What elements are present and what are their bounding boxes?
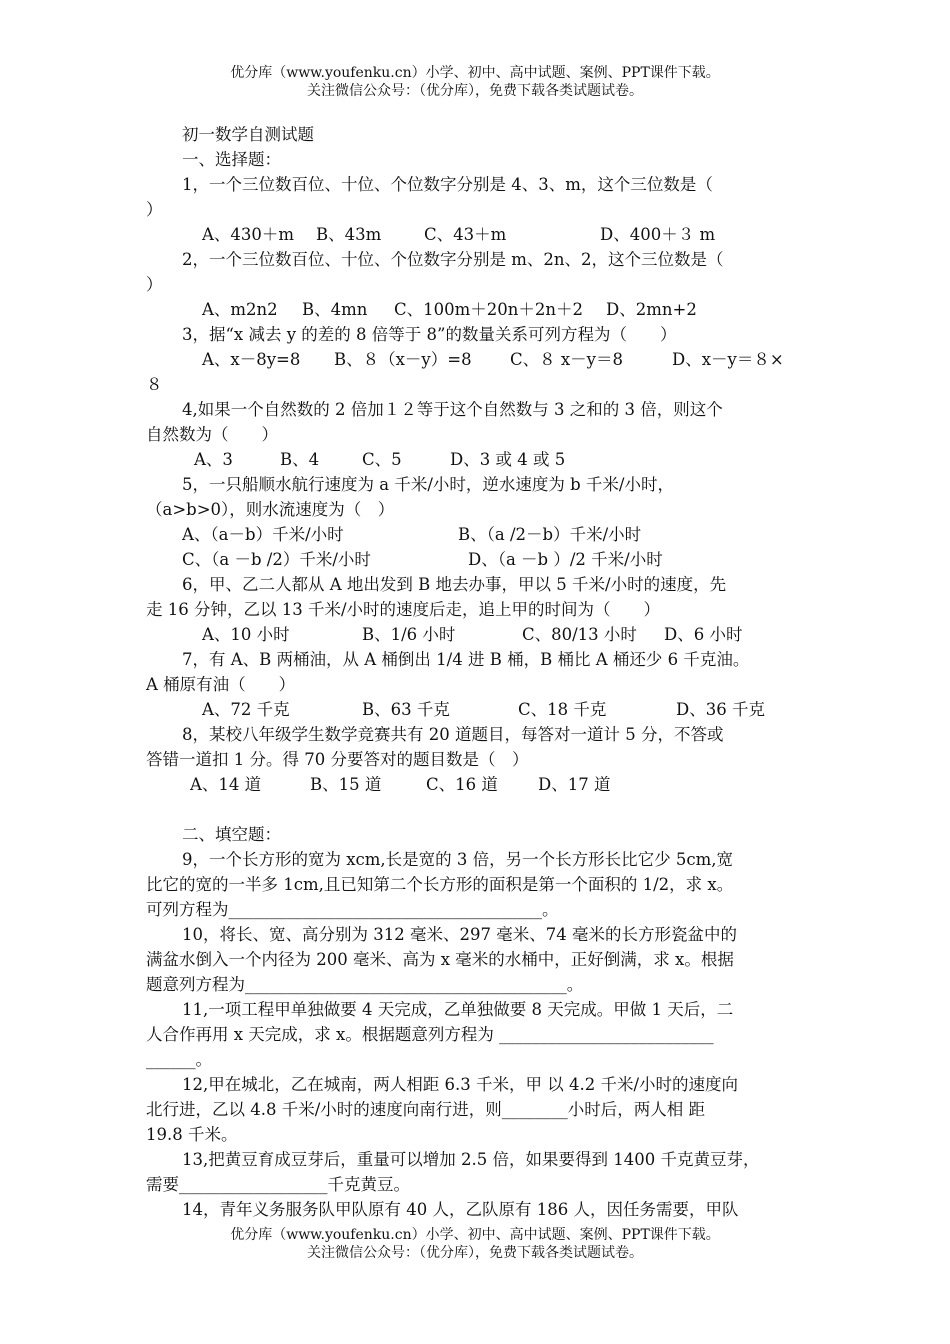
question-5-options-row-2 xyxy=(146,547,810,572)
option-a: A、x－8y=8 xyxy=(202,350,301,369)
question-11-line-2: 人合作再用 x 天完成，求 x。根据题意列方程为 __________________________ xyxy=(146,1025,714,1044)
question-10-line-2: 满盆水倒入一个内径为 200 毫米、高为 x 毫米的水桶中，正好倒满，求 x。根据 xyxy=(146,950,734,969)
section-choice-heading: 一、选择题： xyxy=(182,150,281,169)
option-b: B、1/6 小时 xyxy=(362,625,456,644)
question-5-stem: 5，一只船顺水航行速度为 a 千米/小时，逆水速度为 b 千米/小时， xyxy=(182,475,674,494)
option-c: C、100m＋20n＋2n＋2 xyxy=(394,300,584,319)
option-d: D、17 道 xyxy=(538,775,611,794)
page-header xyxy=(0,64,950,100)
question-10-line-1: 10，将长、宽、高分别为 312 毫米、297 毫米、74 毫米的长方形瓷盆中的 xyxy=(182,925,737,944)
question-8-stem: 8，某校八年级学生数学竞赛共有 20 道题目，每答对一道计 5 分，不答或 xyxy=(182,725,724,744)
option-d: D、（a －b ）/2 千米/小时 xyxy=(468,550,663,569)
option-b: B、15 道 xyxy=(310,775,382,794)
option-b: B、（a /2－b）千米/小时 xyxy=(458,525,642,544)
question-4-options xyxy=(146,447,810,472)
question-4-stem-end: 自然数为（ ） xyxy=(146,425,278,444)
footer-line-1: 优分库（www.youfenku.cn）小学、初中、高中试题、案例、PPT课件下载。 xyxy=(230,1227,720,1243)
question-11-line-1: 11,一项工程甲单独做要 4 天完成，乙单独做要 8 天完成。甲做 1 天后，二 xyxy=(182,1000,734,1019)
header-line-2: 关注微信公众号：（优分库），免费下载各类试题试卷。 xyxy=(307,83,643,99)
question-7-options xyxy=(146,697,810,722)
option-d: D、6 小时 xyxy=(664,625,743,644)
option-c: C、5 xyxy=(362,450,402,469)
question-1-options xyxy=(146,222,810,247)
blank-line xyxy=(146,797,810,822)
question-9-line-1: 9，一个长方形的宽为 xcm,长是宽的 3 倍，另一个长方形长比它少 5cm,宽 xyxy=(182,850,734,869)
option-b: B、８（x－y）=8 xyxy=(334,350,472,369)
option-a: A、14 道 xyxy=(190,775,262,794)
question-11-line-3: ______。 xyxy=(146,1050,212,1069)
question-13-line-2: 需要__________________千克黄豆。 xyxy=(146,1175,410,1194)
question-14-line-1: 14，青年义务服务队甲队原有 40 人，乙队原有 186 人，因任务需要，甲队 xyxy=(182,1200,739,1219)
question-9-line-2: 比它的宽的一半多 1cm,且已知第二个长方形的面积是第一个面积的 1/2，求 x。 xyxy=(146,875,734,894)
option-c: C、80/13 小时 xyxy=(522,625,637,644)
doc-title: 初一数学自测试题 xyxy=(182,125,314,144)
question-10-line-3: 题意列方程为_______________________________________。 xyxy=(146,975,584,994)
option-c: C、18 千克 xyxy=(518,700,607,719)
option-c: C、（a －b /2）千米/小时 xyxy=(182,550,371,569)
question-6-stem-end: 走 16 分钟，乙以 13 千米/小时的速度后走，追上甲的时间为（ ） xyxy=(146,600,661,619)
footer-line-2: 关注微信公众号：（优分库），免费下载各类试题试卷。 xyxy=(307,1245,643,1261)
option-b: B、63 千克 xyxy=(362,700,450,719)
question-8-stem-end: 答错一道扣 1 分。得 70 分要答对的题目数是（ ） xyxy=(146,750,529,769)
question-2-options xyxy=(146,297,810,322)
option-a: A、10 小时 xyxy=(202,625,290,644)
option-a: A、3 xyxy=(194,450,233,469)
option-d: D、x－y＝８× xyxy=(672,350,784,369)
question-6-stem: 6，甲、乙二人都从 A 地出发到 B 地去办事，甲以 5 千米/小时的速度，先 xyxy=(182,575,727,594)
option-a: A、72 千克 xyxy=(202,700,290,719)
question-5-options-row-1 xyxy=(146,522,810,547)
question-1-stem-end: ） xyxy=(146,200,163,219)
question-8-options xyxy=(146,772,810,797)
question-2-stem-end: ） xyxy=(146,275,163,294)
question-7-stem-end: A 桶原有油（ ） xyxy=(146,675,296,694)
option-d: D、36 千克 xyxy=(676,700,765,719)
option-b: B、4 xyxy=(280,450,320,469)
page-footer xyxy=(0,1226,950,1262)
question-5-stem-end: （a>b>0），则水流速度为（ ） xyxy=(146,500,395,519)
option-b: B、4mn xyxy=(302,300,368,319)
question-12-line-2: 北行进，乙以 4.8 千米/小时的速度向南行进，则________小时后，两人相 距 xyxy=(146,1100,706,1119)
option-a: A、（a－b）千米/小时 xyxy=(182,525,344,544)
question-4-stem: 4,如果一个自然数的 2 倍加１２等于这个自然数与 3 之和的 3 倍，则这个 xyxy=(182,400,723,419)
option-b: B、43m xyxy=(316,225,382,244)
option-c: C、43＋m xyxy=(424,225,507,244)
option-c: C、16 道 xyxy=(426,775,498,794)
question-12-line-1: 12,甲在城北，乙在城南，两人相距 6.3 千米，甲 以 4.2 千米/小时的速度向 xyxy=(182,1075,739,1094)
option-c: C、８ x－y＝8 xyxy=(510,350,623,369)
document-body xyxy=(146,122,810,1222)
question-3-stem: 3，据“x 减去 y 的差的 8 倍等于 8”的数量关系可列方程为（ ） xyxy=(182,325,677,344)
question-13-line-1: 13,把黄豆育成豆芽后，重量可以增加 2.5 倍，如果要得到 1400 千克黄豆芽， xyxy=(182,1150,760,1169)
section-fill-heading: 二、填空题： xyxy=(182,825,281,844)
question-12-line-3: 19.8 千米。 xyxy=(146,1125,238,1144)
question-7-stem: 7，有 A、B 两桶油，从 A 桶倒出 1/4 进 B 桶，B 桶比 A 桶还少 6 千克油。 xyxy=(182,650,750,669)
question-9-line-3: 可列方程为______________________________________。 xyxy=(146,900,559,919)
question-3-options xyxy=(146,347,810,372)
option-d: D、400＋３ m xyxy=(600,225,716,244)
option-d: D、2mn+2 xyxy=(606,300,697,319)
question-2-stem: 2，一个三位数百位、十位、个位数字分别是 m、2n、2，这个三位数是（ xyxy=(182,250,724,269)
question-1-stem: 1，一个三位数百位、十位、个位数字分别是 4、3、m，这个三位数是（ xyxy=(182,175,713,194)
question-6-options xyxy=(146,622,810,647)
question-3-options-cont: ８ xyxy=(146,375,163,394)
header-line-1: 优分库（www.youfenku.cn）小学、初中、高中试题、案例、PPT课件下载。 xyxy=(230,65,720,81)
option-d: D、3 或 4 或 5 xyxy=(450,450,566,469)
option-a: A、m2n2 xyxy=(202,300,278,319)
option-a: A、430＋m xyxy=(202,225,295,244)
